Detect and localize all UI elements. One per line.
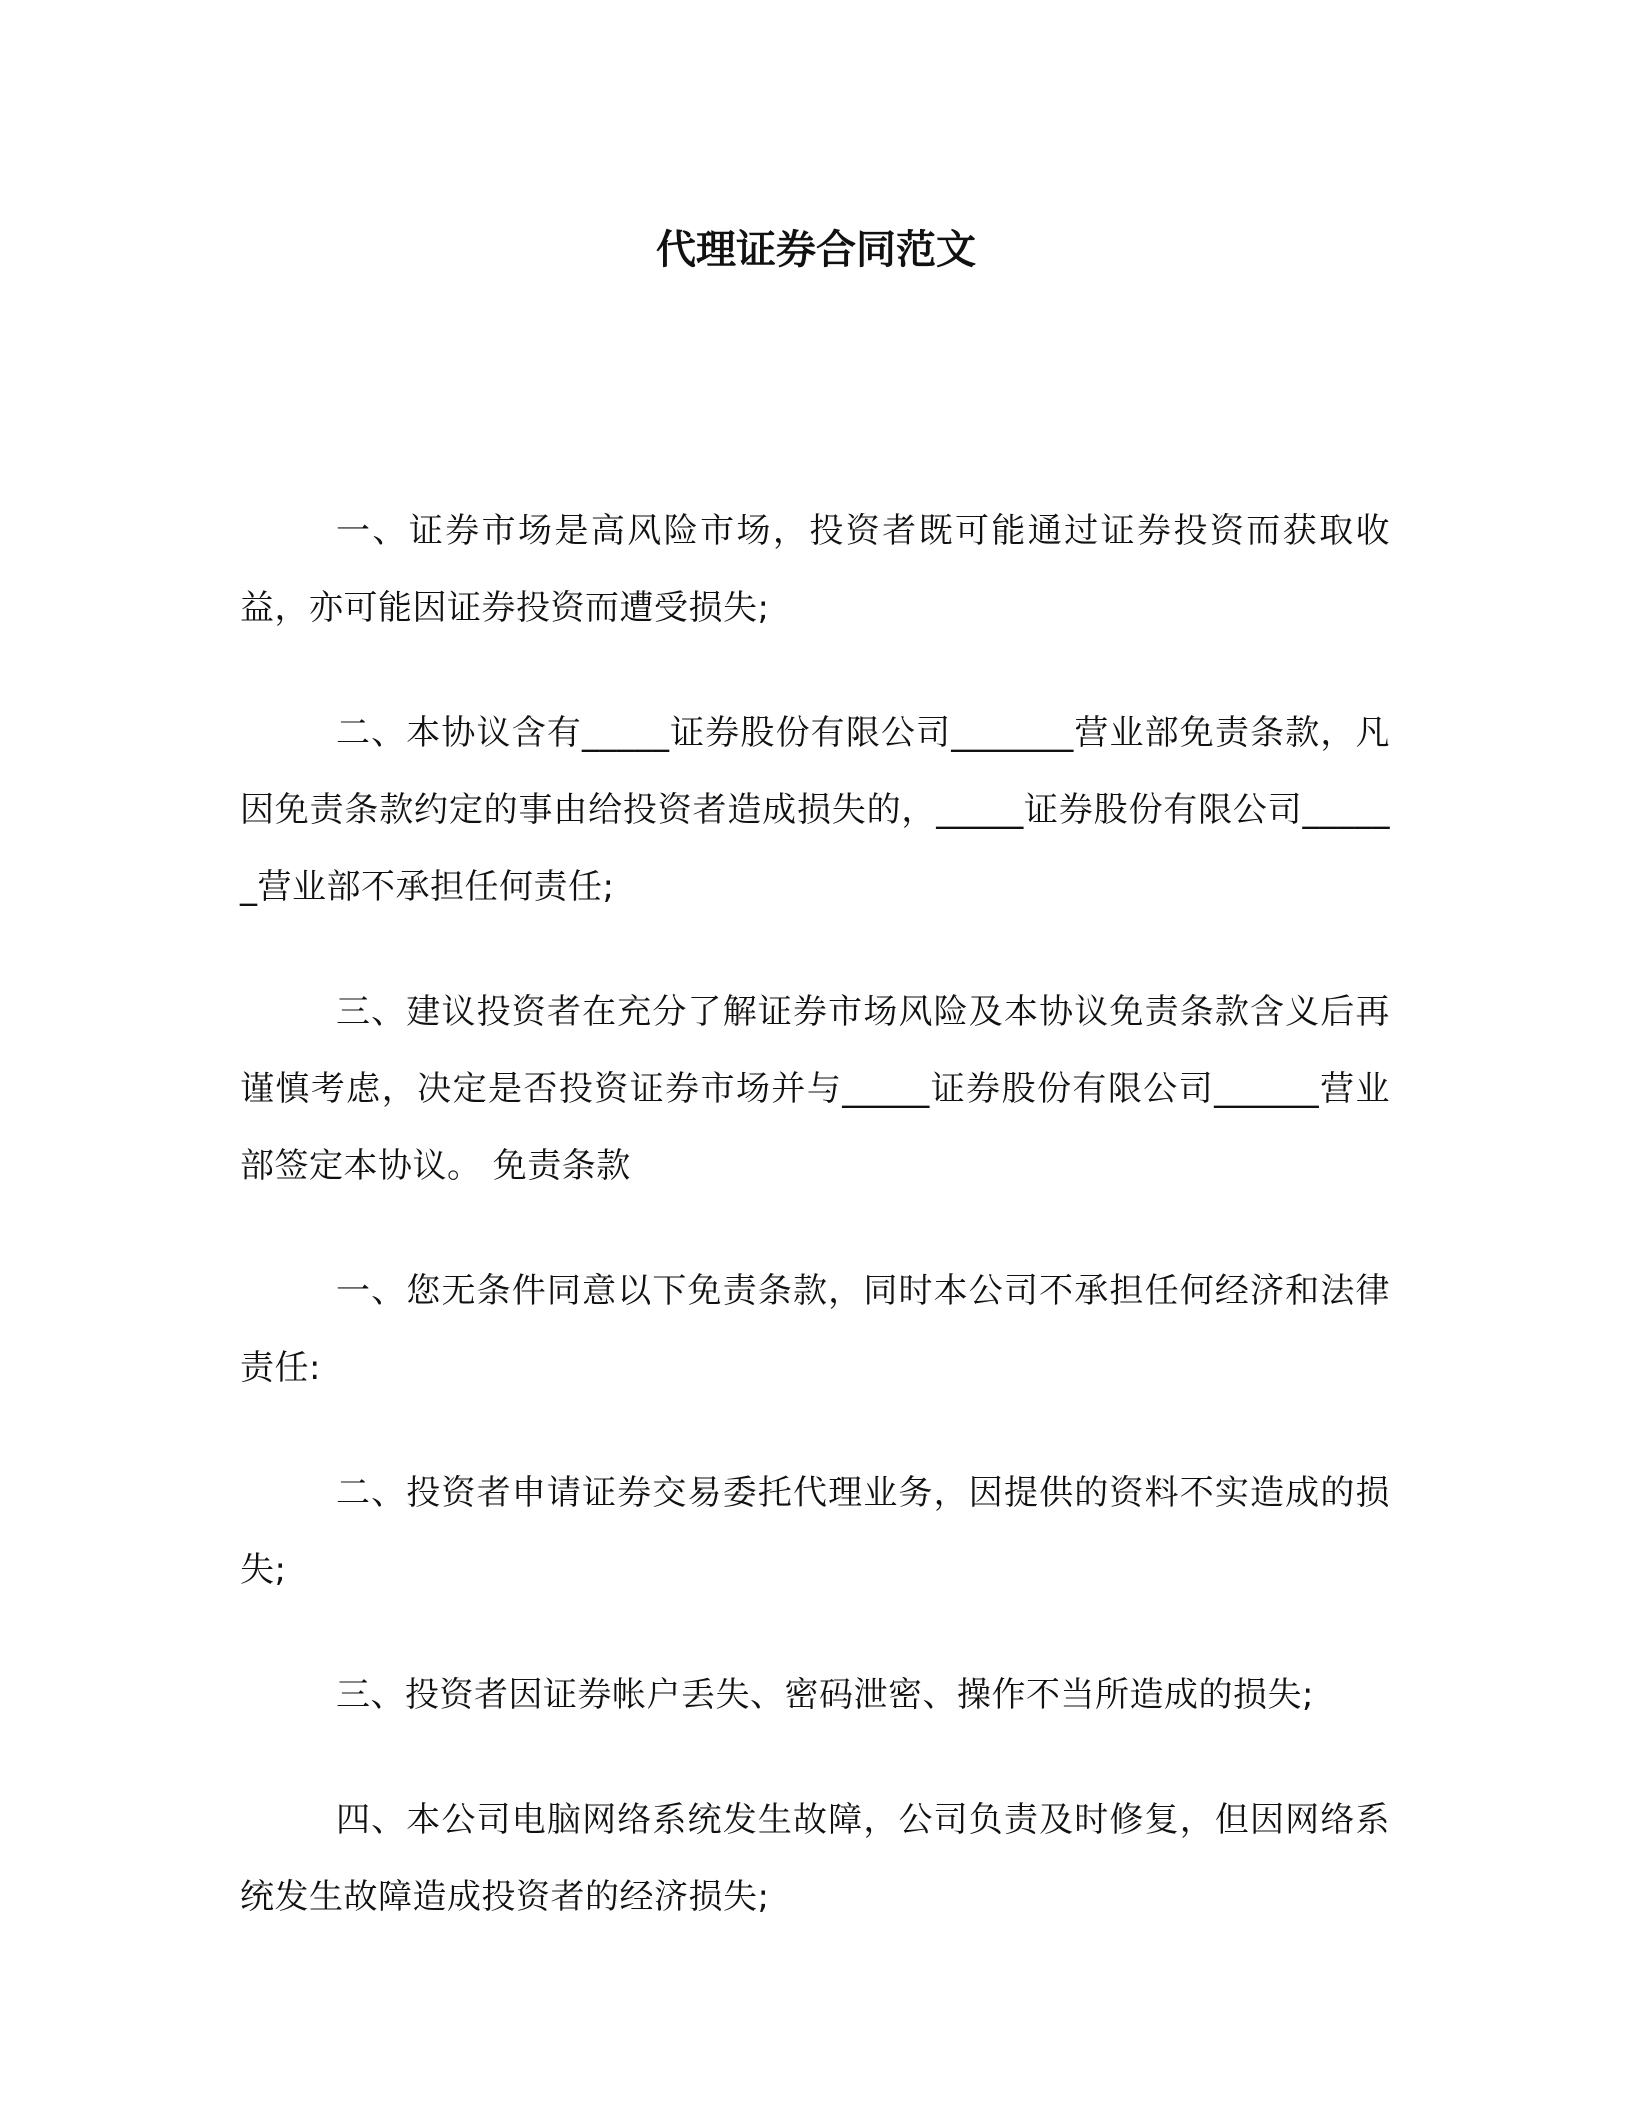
paragraph-5: 二、投资者申请证券交易委托代理业务，因提供的资料不实造成的损失;: [240, 1473, 1390, 1590]
document-body: [240, 493, 1390, 1984]
paragraph-2: 二、本协议含有_____证券股份有限公司_______营业部免责条款，凡因免责条款约定的事由给投资者造成损失的，_____证券股份有限公司______营业部不承担任何责任;: [240, 713, 1390, 907]
paragraph-3: 三、建议投资者在充分了解证券市场风险及本协议免责条款含义后再谨慎考虑，决定是否投资证券市场并与_____证券股份有限公司______营业部签定本协议。 免责条款: [240, 992, 1390, 1186]
paragraph-1: 一、证券市场是高风险市场，投资者既可能通过证券投资而获取收益，亦可能因证券投资而遭受损失;: [240, 511, 1390, 628]
paragraph-4: 一、您无条件同意以下免责条款，同时本公司不承担任何经济和法律责任:: [240, 1271, 1390, 1388]
paragraph-6: 三、投资者因证券帐户丢失、密码泄密、操作不当所造成的损失;: [336, 1675, 1314, 1715]
document-title: 代理证券合同范文: [656, 227, 976, 273]
paragraph-7: 四、本公司电脑网络系统发生故障，公司负责及时修复，但因网络系统发生故障造成投资者的经济损失;: [240, 1800, 1390, 1917]
